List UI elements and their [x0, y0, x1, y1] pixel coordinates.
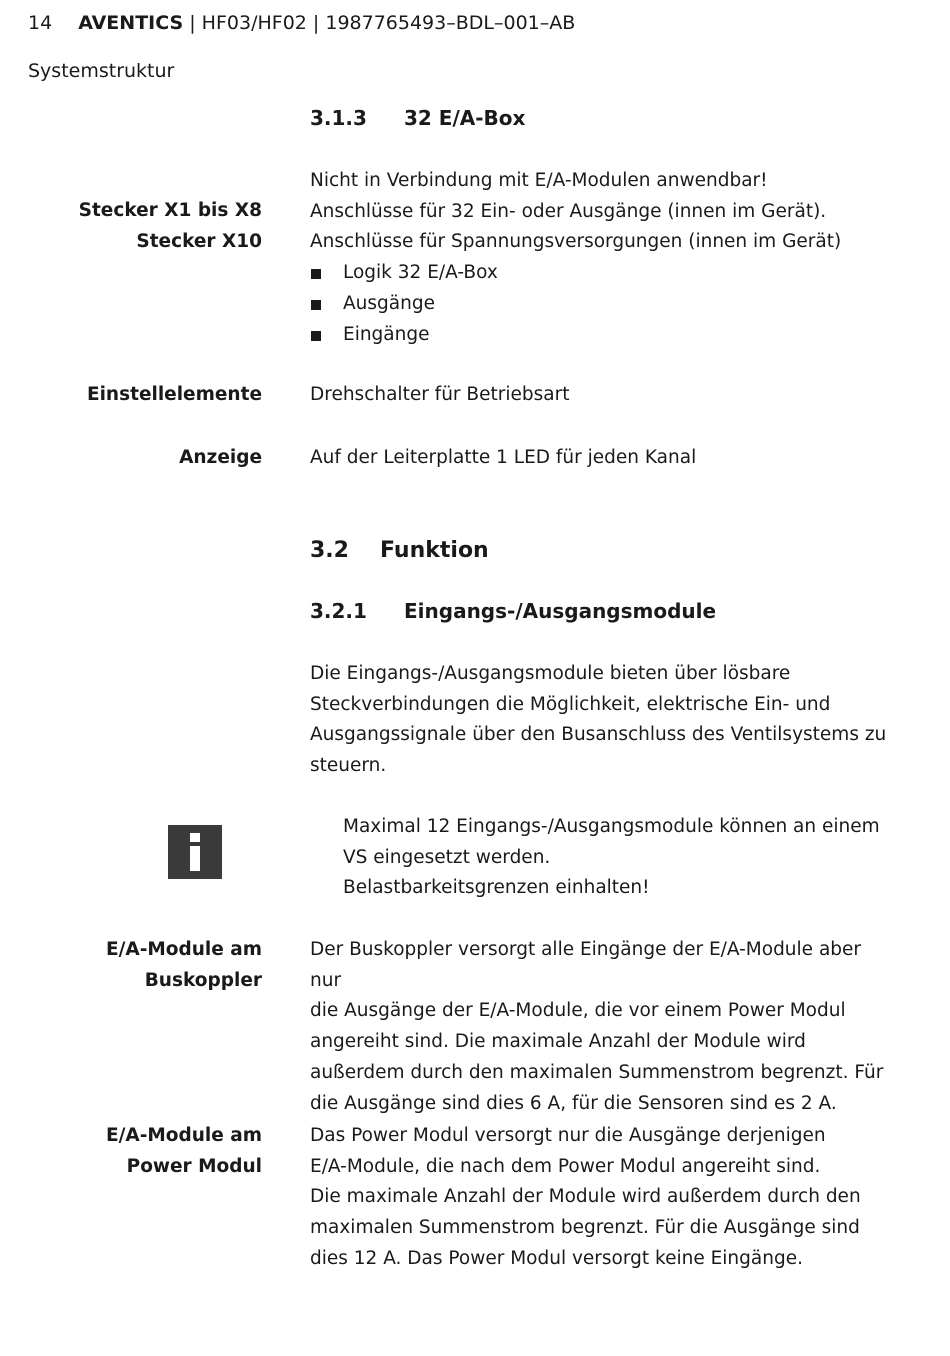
info-note: [343, 812, 903, 904]
side-label-line: Power Modul: [126, 1155, 262, 1177]
side-label-power-modul: [30, 1121, 262, 1182]
anzeige-text: Auf der Leiterplatte 1 LED für jeden Kanal: [310, 447, 697, 468]
text-line: Maximal 12 Eingangs-/Ausgangsmodule können an einem: [343, 816, 880, 837]
text-line: Die maximale Anzahl der Module wird außerdem durch den: [310, 1186, 861, 1208]
page-number: 14: [28, 12, 53, 34]
heading-number: 3.1.3: [310, 106, 367, 130]
heading-number: 3.2: [310, 538, 349, 563]
module-intro: [310, 659, 890, 782]
list-item: Eingänge: [310, 320, 890, 351]
box-description: [310, 166, 890, 350]
text-line: dies 12 A. Das Power Modul versorgt keine Eingänge.: [310, 1247, 803, 1269]
heading-number: 3.2.1: [310, 599, 367, 623]
text-line: die Ausgänge der E/A-Module, die vor einem Power Modul: [310, 1000, 846, 1022]
page-header: [28, 12, 575, 34]
info-icon: [168, 825, 222, 879]
text-line: Steckverbindungen die Möglichkeit, elektrische Ein- und: [310, 693, 831, 715]
document-info: | HF03/HF02 | 1987765493–BDL–001–AB: [183, 12, 576, 34]
text-line: Anschlüsse für Spannungsversorgungen (innen im Gerät): [310, 231, 842, 253]
text-line: Das Power Modul versorgt nur die Ausgänge derjenigen: [310, 1125, 826, 1146]
heading-3-1-3: [310, 106, 525, 130]
list-item: Ausgänge: [310, 289, 890, 320]
text-line: steuern.: [310, 755, 387, 777]
text-line: Anschlüsse für 32 Ein- oder Ausgänge (innen im Gerät).: [310, 200, 827, 222]
text-line: Nicht in Verbindung mit E/A-Modulen anwendbar!: [310, 170, 768, 191]
side-label-stecker-x10: Stecker X10: [136, 230, 262, 252]
heading-title: Funktion: [380, 538, 489, 563]
heading-3-2: [310, 538, 489, 563]
side-label-line: Buskoppler: [144, 969, 262, 991]
side-label-stecker-x1-x8: Stecker X1 bis X8: [78, 200, 262, 221]
power-modul-text: [310, 1121, 890, 1275]
connection-list: [310, 258, 890, 350]
section-label: Systemstruktur: [28, 60, 175, 82]
side-label-line: E/A-Module am: [105, 939, 262, 960]
text-line: Ausgangssignale über den Busanschluss des Ventilsystems zu: [310, 724, 887, 746]
side-label-einstellelemente: Einstellelemente: [86, 384, 262, 405]
text-line: Der Buskoppler versorgt alle Eingänge der E/A-Module aber nur: [310, 939, 862, 991]
heading-title: 32 E/A-Box: [404, 106, 526, 130]
text-line: die Ausgänge sind dies 6 A, für die Sensoren sind es 2 A.: [310, 1092, 837, 1114]
side-labels-stecker: [30, 196, 262, 257]
side-label-buskoppler: [30, 935, 262, 996]
text-line: Die Eingangs-/Ausgangsmodule bieten über lösbare: [310, 663, 791, 684]
text-line: E/A-Module, die nach dem Power Modul angereiht sind.: [310, 1155, 821, 1177]
text-line: VS eingesetzt werden.: [343, 846, 551, 868]
brand-name: AVENTICS: [78, 12, 184, 34]
text-line: angereiht sind. Die maximale Anzahl der Module wird: [310, 1031, 806, 1053]
side-label-line: E/A-Module am: [105, 1125, 262, 1146]
heading-title: Eingangs-/Ausgangsmodule: [404, 599, 717, 623]
text-line: außerdem durch den maximalen Summenstrom begrenzt. Für: [310, 1061, 884, 1083]
einstellelemente-text: Drehschalter für Betriebsart: [310, 384, 570, 405]
side-label-anzeige: Anzeige: [179, 447, 262, 468]
heading-3-2-1: [310, 599, 716, 623]
list-item: Logik 32 E/A-Box: [310, 258, 890, 289]
text-line: Belastbarkeitsgrenzen einhalten!: [343, 877, 650, 899]
buskoppler-text: [310, 935, 890, 1119]
text-line: maximalen Summenstrom begrenzt. Für die Ausgänge sind: [310, 1217, 860, 1239]
